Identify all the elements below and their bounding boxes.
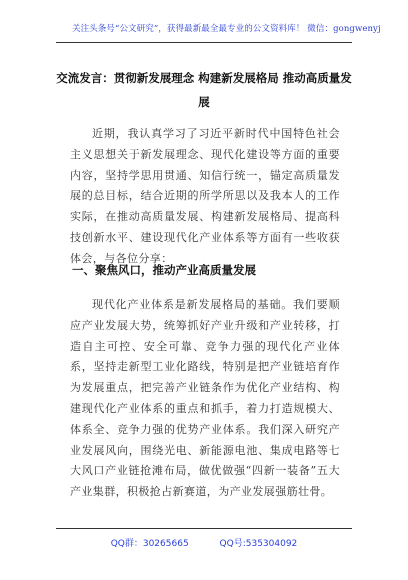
document-title: 交流发言：贯彻新发展理念 构建新发展格局 推动高质量发展	[56, 71, 352, 109]
footer-divider	[56, 528, 352, 529]
section-heading: 一、聚焦风口，推动产业高质量发展	[72, 263, 256, 277]
header-note: 关注头条号“公文研究”，获得最新最全最专业的公文资料库！ 微信：gongwenyj	[72, 24, 381, 34]
intro-paragraph: 近期，我认真学习了习近平新时代中国特色社会主义思想关于新发展理念、现代化建设等方面的重要内容，坚持学思用贯通、知信行统一，锚定高质量发展的总目标，结合近期的所学所思以及我本人的工作实际，在推动高质量发展、构建新发展格局、提高科技创新水平、建设现代化产业体系等方面有一些收获体会，与各位分享：	[70, 127, 340, 265]
footer-qq-number: QQ号:535304092	[219, 539, 298, 549]
footer-qq-group: QQ群：30265665	[110, 539, 189, 549]
section-paragraph: 现代化产业体系是新发展格局的基础。我们要顺应产业发展大势，统筹抓好产业升级和产业转移，打造自主可控、安全可靠、竞争力强的现代化产业体系，坚持走新型工业化路线，特别是把产业链培育作为发展重点，把完善产业链条作为优化产业结构、构建现代化产业体系的重点和抓手，着力打造规模大、体系全、竞争力强的优势产业体系。我们深入研究产业发展风向，围绕光电、新能源电池、集成电路等七大风口产业链抢滩布局，做优做强“四新一装备”五大产业集群，积极抢占新赛道，为产业发展强筋壮骨。	[70, 298, 340, 499]
header-divider	[56, 42, 352, 43]
footer	[0, 536, 408, 549]
